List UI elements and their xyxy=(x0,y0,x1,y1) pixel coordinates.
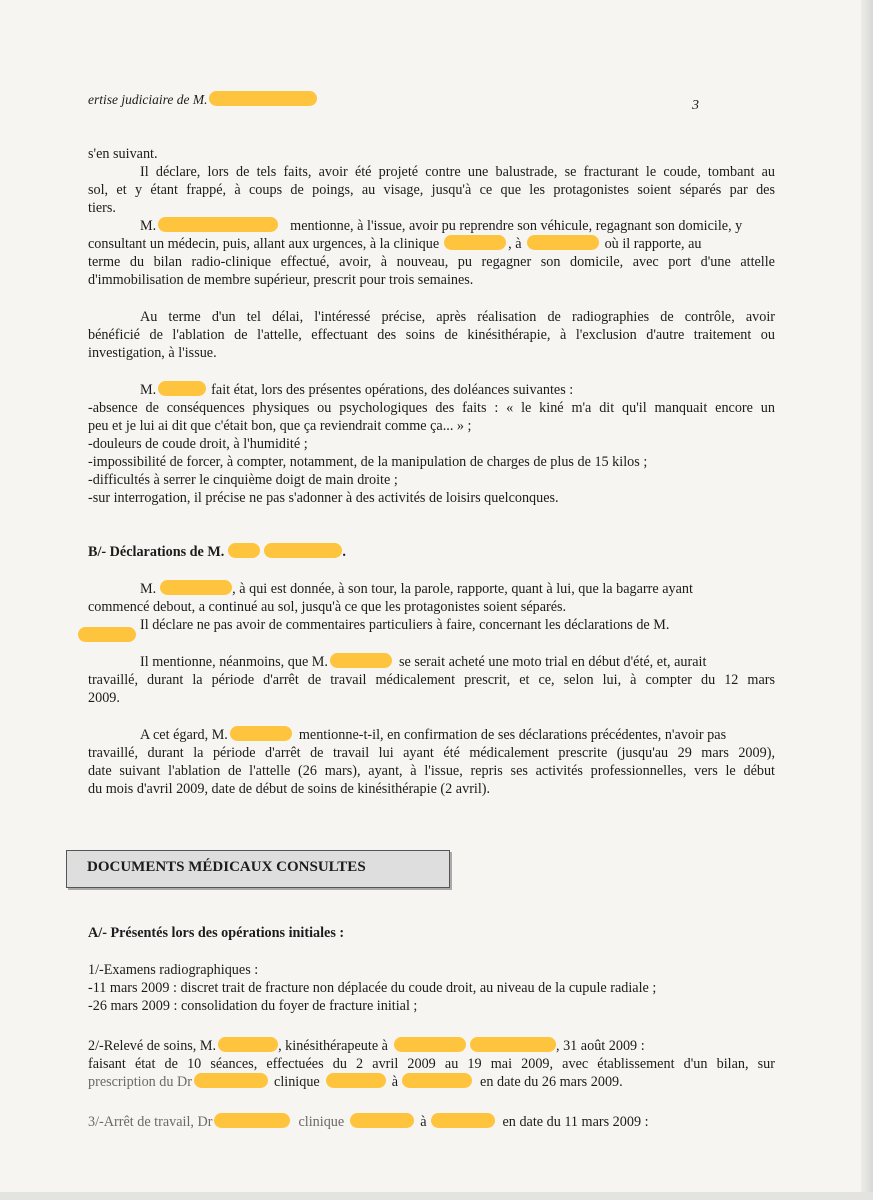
text-line: du mois d'avril 2009, date de début de soins de kinésithérapie (2 avril). xyxy=(88,781,491,797)
list-item: -impossibilité de forcer, à compter, notamment, de la manipulation de charges de plus de 15 kilos ; xyxy=(88,454,648,470)
text-line: prescription du Dr clinique à en date du 26 mars 2009. xyxy=(88,1074,623,1090)
list-item: -absence de conséquences physiques ou psychologiques des faits : « le kiné m'a dit qu'il manquait encore un xyxy=(88,400,775,416)
text-line: date suivant l'ablation de l'attelle (26 mars), ayant, à l'issue, repris ses activités professionnelles, vers le début xyxy=(88,763,775,779)
redaction xyxy=(228,543,260,558)
text-line: 2009. xyxy=(88,690,120,706)
list-item: -sur interrogation, il précise ne pas s'adonner à des activités de loisirs quelconques. xyxy=(88,490,559,506)
list-item: -douleurs de coude droit, à l'humidité ; xyxy=(88,436,308,452)
text-line: Il déclare, lors de tels faits, avoir été projeté contre une balustrade, se fracturant le coude, tombant au xyxy=(140,164,775,180)
text-line: sol, et y étant frappé, à coups de poings, au visage, jusqu'à ce que les protagonistes soient séparés par des xyxy=(88,182,775,198)
redaction xyxy=(214,1113,290,1128)
redaction xyxy=(230,726,292,741)
list-item: -26 mars 2009 : consolidation du foyer de fracture initial ; xyxy=(88,998,418,1014)
redaction xyxy=(209,91,317,106)
redaction xyxy=(158,217,278,232)
text-line: M. , à qui est donnée, à son tour, la parole, rapporte, quant à lui, que la bagarre ayant xyxy=(140,581,693,597)
redaction xyxy=(264,543,342,558)
text-line: travaillé, durant la période d'arrêt de travail médicalement prescrit, et ce, selon lui, à compter du 12 mars xyxy=(88,672,775,688)
text-line: M. mentionne, à l'issue, avoir pu reprendre son véhicule, regagnant son domicile, y xyxy=(140,218,743,234)
text-line: 3/-Arrêt de travail, Dr clinique à en date du 11 mars 2009 : xyxy=(88,1114,649,1130)
redaction xyxy=(350,1113,414,1128)
text-line: M. fait état, lors des présentes opérations, des doléances suivantes : xyxy=(140,382,574,398)
redaction xyxy=(78,627,136,642)
redaction xyxy=(194,1073,268,1088)
text-line: consultant un médecin, puis, allant aux urgences, à la clinique , à où il rapporte, au xyxy=(88,236,702,252)
redaction xyxy=(394,1037,466,1052)
text-line: Il déclare ne pas avoir de commentaires particuliers à faire, concernant les déclarations de M. xyxy=(140,617,670,633)
text-line: travaillé, durant la période d'arrêt de travail lui ayant été médicalement prescrite (jusqu'au 29 mars 2009), xyxy=(88,745,775,761)
text-line: d'immobilisation de membre supérieur, prescrit pour trois semaines. xyxy=(88,272,474,288)
redaction xyxy=(402,1073,472,1088)
redaction xyxy=(326,1073,386,1088)
redaction xyxy=(444,235,506,250)
text-line: 1/-Examens radiographiques : xyxy=(88,962,259,978)
redaction xyxy=(431,1113,495,1128)
redaction xyxy=(158,381,206,396)
section-title: DOCUMENTS MÉDICAUX CONSULTES xyxy=(87,859,366,875)
text-line: bénéficié de l'ablation de l'attelle, effectuant des soins de kinésithérapie, à l'exclusion d'autre traitement ou xyxy=(88,327,775,343)
list-item: -difficultés à serrer le cinquième doigt de main droite ; xyxy=(88,472,398,488)
section-title-box xyxy=(66,850,450,888)
text-line: s'en suivant. xyxy=(88,146,158,162)
text-line: Au terme d'un tel délai, l'intéressé précise, après réalisation de radiographies de contrôle, avoir xyxy=(140,309,775,325)
page-bottom-edge xyxy=(0,1192,873,1200)
list-item: -11 mars 2009 : discret trait de fracture non déplacée du coude droit, au niveau de la cupule radiale ; xyxy=(88,980,657,996)
text-line: tiers. xyxy=(88,200,116,216)
running-header: ertise judiciaire de M. xyxy=(88,91,317,108)
text-line: 2/-Relevé de soins, M. , kinésithérapeute à , 31 août 2009 : xyxy=(88,1038,645,1054)
text-line: peu et je lui ai dit que c'était bon, que ça reviendrait comme ça... » ; xyxy=(88,418,472,434)
text-line: commencé debout, a continué au sol, jusqu'à ce que les protagonistes soient séparés. xyxy=(88,599,567,615)
redaction xyxy=(160,580,232,595)
text-line xyxy=(88,627,775,645)
text-line: Il mentionne, néanmoins, que M. se serait acheté une moto trial en début d'été, et, aurait xyxy=(140,654,707,670)
redaction xyxy=(470,1037,556,1052)
text-line: faisant état de 10 séances, effectuées du 2 avril 2009 au 19 mai 2009, avec établissement d'un bilan, sur xyxy=(88,1056,775,1072)
redaction xyxy=(527,235,599,250)
text-line: terme du bilan radio-clinique effectué, avoir, à nouveau, pu regagner son domicile, avec port d'une attelle xyxy=(88,254,775,270)
text-line: investigation, à l'issue. xyxy=(88,345,217,361)
redaction xyxy=(218,1037,278,1052)
subsection-heading: A/- Présentés lors des opérations initiales : xyxy=(88,925,345,941)
section-heading: B/- Déclarations de M. . xyxy=(88,544,346,560)
text-line: A cet égard, M. mentionne-t-il, en confirmation de ses déclarations précédentes, n'avoir pas xyxy=(140,727,727,743)
page-edge-shadow xyxy=(861,0,873,1200)
page-number: 3 xyxy=(692,98,699,113)
redaction xyxy=(330,653,392,668)
